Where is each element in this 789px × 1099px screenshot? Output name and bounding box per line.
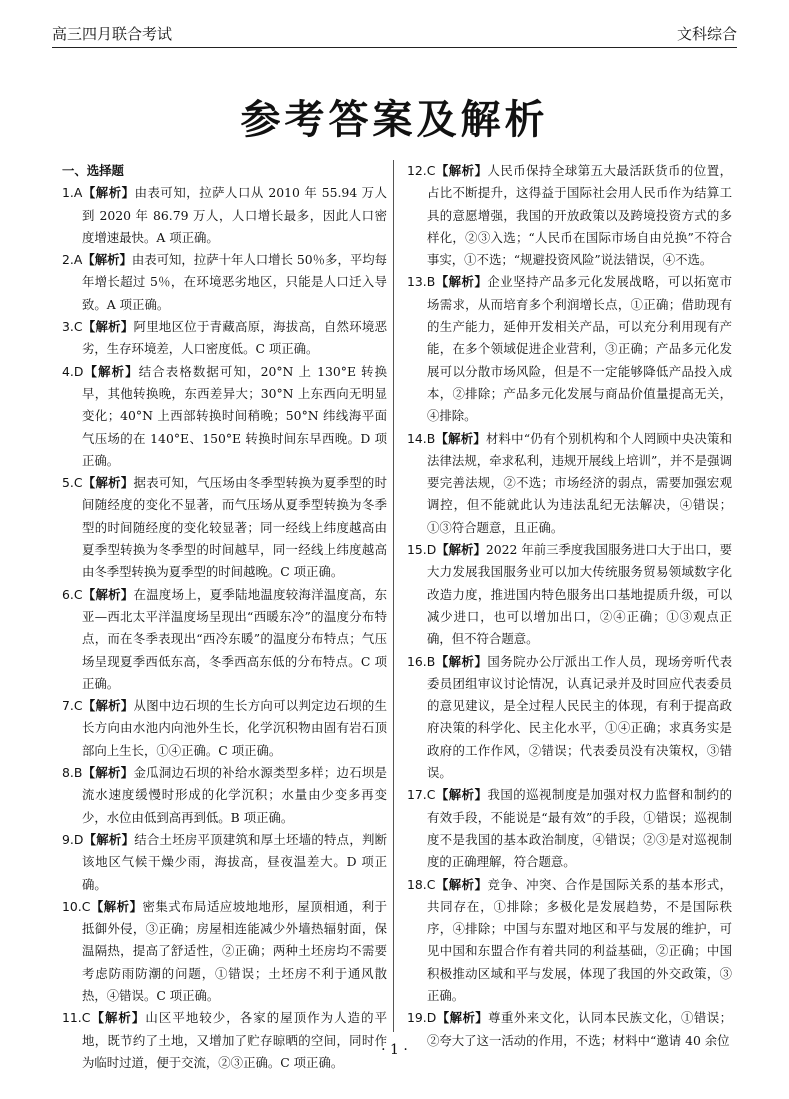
analysis-tag: 【解析】 <box>82 319 134 335</box>
answer-letter: C <box>426 163 436 178</box>
question-number: 9. <box>62 831 74 847</box>
answer-letter: C <box>81 1010 91 1026</box>
analysis-text: 从图中边石坝的生长方向可以判定边石坝的生长方向由水池内向池外生长，化学沉积物由固有岩石顶部向上生长，①④正确。C 项正确。 <box>82 698 388 758</box>
answer-letter: C <box>73 475 83 491</box>
answer-columns <box>62 160 733 1070</box>
answer-letter: A <box>73 185 83 201</box>
answer-letter: C <box>426 876 436 892</box>
analysis-text: 企业坚持产品多元化发展战略，可以拓宽市场需求，从而培育多个利润增长点，①正确；借助现有的生产能力，延伸开发相关产品，可以充分利用现有产能，在多个领域促进企业营利，③正确；产品多元化发展可以分散市场风险，但是不一定能够降低产品投入成本，②排除；产品多元化发展与商品价值量提高无关，④排除。 <box>427 274 733 424</box>
right-column <box>407 160 733 1048</box>
question-number: 17. <box>407 787 427 803</box>
left-column <box>62 160 388 1070</box>
answer-item <box>407 539 732 650</box>
answer-item <box>62 584 387 695</box>
question-number: 10. <box>62 898 82 914</box>
answer-letter: C <box>426 787 436 803</box>
answer-letter: D <box>426 1010 437 1026</box>
analysis-tag: 【解析】 <box>435 274 488 290</box>
analysis-tag: 【解析】 <box>83 363 139 379</box>
analysis-tag: 【解析】 <box>82 698 134 714</box>
analysis-text: 材料中“仍有个别机构和个人罔顾中央决策和法律法规，牵求私利，违规开展线上培训”，并不是强调要完善法规，②不选；市场经济的弱点，需要加强宏观调控，但不能就此认为违法乱纪无法解决，④错误；①③符合题意，且正确。 <box>427 430 732 535</box>
question-number: 18. <box>407 876 427 892</box>
analysis-text: 尊重外来文化，认同本民族文化，①错误；②夸大了这一活动的作用，不选；材料中“邀请 40 余位 <box>427 1010 733 1048</box>
answer-item <box>62 829 387 896</box>
analysis-tag: 【解析】 <box>90 1010 146 1026</box>
question-number: 16. <box>407 653 427 669</box>
analysis-tag: 【解析】 <box>82 765 134 781</box>
answer-item <box>62 896 387 1007</box>
question-number: 15. <box>407 542 427 558</box>
analysis-text: 竞争、冲突、合作是国际关系的基本形式，共同存在，①排除；多极化是发展趋势，不是国际秩序，④排除；中国与东盟对地区和平与发展的维护，可见中国和东盟合作有着共同的利益基础，②正确；中国积极推动区域和平与发展，体现了我国的外交政策，③正确。 <box>427 876 733 1003</box>
answer-letter: A <box>73 252 83 268</box>
analysis-text: 阿里地区位于青藏高原，海拔高，自然环境恶劣，生存环境差，人口密度低。C 项正确。 <box>82 319 388 357</box>
answer-item <box>62 1007 387 1074</box>
analysis-text: 由表可知，拉萨十年人口增长 50％多，平均每年增长超过 5％，在环境恶劣地区，只能是人口迁入导致。A 项正确。 <box>82 252 388 312</box>
question-number: 7. <box>62 698 74 714</box>
header-subject: 文科综合 <box>676 25 737 43</box>
question-number: 1. <box>62 185 74 201</box>
answer-letter: D <box>426 542 437 558</box>
answer-item <box>62 182 387 249</box>
answer-item <box>407 651 732 785</box>
answer-letter: C <box>73 319 83 335</box>
analysis-tag: 【解析】 <box>82 252 132 268</box>
question-number: 13. <box>407 274 427 290</box>
answer-letter: C <box>81 898 91 914</box>
question-number: 4. <box>62 363 74 379</box>
analysis-tag: 【解析】 <box>435 876 488 892</box>
answer-letter: D <box>73 831 84 847</box>
answer-letter: B <box>73 765 83 781</box>
section-heading: 一、选择题 <box>62 163 124 178</box>
question-number: 14. <box>407 430 427 446</box>
answer-item <box>407 160 732 271</box>
analysis-tag: 【解析】 <box>83 831 135 847</box>
question-number: 6. <box>62 586 74 602</box>
analysis-text: 结合土坯房平顶建筑和厚土坯墙的特点，判断该地区气候干燥少雨，海拔高，昼夜温差大。D 项正确。 <box>82 831 388 892</box>
analysis-tag: 【解析】 <box>436 1010 489 1026</box>
analysis-text: 2022 年前三季度我国服务进口大于出口，要大力发展我国服务业可以加大传统服务贸易领域数字化改造力度，推进国内特色服务出口基地提质升级，可以减少进口，也可以增加出口，②④正确；①③观点正确，但不符合题意。 <box>427 542 732 647</box>
analysis-tag: 【解析】 <box>82 185 135 201</box>
analysis-tag: 【解析】 <box>82 475 134 491</box>
question-number: 11. <box>62 1010 82 1026</box>
answer-letter: B <box>426 430 436 446</box>
answer-item <box>407 271 732 427</box>
answer-item <box>62 762 387 829</box>
analysis-text: 山区平地较少，各家的屋顶作为人造的平地，既节约了土地，又增加了贮存晾晒的空间，同时作为临时过道，便于交流，②③正确。C 项正确。 <box>82 1010 388 1070</box>
analysis-tag: 【解析】 <box>435 163 488 178</box>
analysis-text: 在温度场上，夏季陆地温度较海洋温度高，东亚—西北太平洋温度场呈现出“西暖东冷”的温度分布特点，而在冬季表现出“西冷东暖”的温度分布特点；气压场呈现夏季西低东高，冬季西高东低的分布特点。C 项正确。 <box>82 586 388 691</box>
answer-item <box>62 316 387 361</box>
analysis-text: 据表可知，气压场由冬季型转换为夏季型的时间随经度的变化不显著，而气压场从夏季型转换为冬季型的时间随经度的变化较显著；同一经线上纬度越高由夏季型转换为冬季型的时间越早，同一经线上纬度越高由冬季型转换为夏季型的时间越晚。C 项正确。 <box>82 475 388 580</box>
analysis-tag: 【解析】 <box>82 586 134 602</box>
page-number: · 1 · <box>381 1042 408 1058</box>
analysis-text: 金瓜洞边石坝的补给水源类型多样；边石坝是流水速度缓慢时形成的化学沉积；水量由少变多再变少，水位由低到高再到低。B 项正确。 <box>82 765 388 825</box>
page-header <box>52 18 737 48</box>
question-number: 8. <box>62 765 74 781</box>
answer-letter: C <box>73 586 83 602</box>
analysis-text: 由表可知，拉萨人口从 2010 年 55.94 万人到 2020 年 86.79 万人，人口增长最多，因此人口密度增速最快。A 项正确。 <box>82 185 387 245</box>
question-number: 12. <box>407 163 427 178</box>
answer-item <box>62 472 387 583</box>
answer-item <box>407 784 732 873</box>
analysis-tag: 【解析】 <box>90 898 143 914</box>
analysis-text: 人民币保持全球第五大最活跃货币的位置，占比不断提升，这得益于国际社会用人民币作为结算工具的意愿增强，我国的开放政策以及跨境投资方式的多样化，②③入选；“人民币在国际市场自由兑换”不符合事实，①不选；“规避投资风险”说法错误，④不选。 <box>427 163 733 268</box>
analysis-text: 我国的巡视制度是加强对权力监督和制约的有效手段，不能说是“最有效”的手段，①错误；巡视制度不是我国的基本政治制度，④错误；②③是对巡视制度的正确理解，符合题意。 <box>427 787 733 870</box>
answer-letter: B <box>426 653 436 669</box>
analysis-text: 国务院办公厅派出工作人员，现场旁听代表委员团组审议讨论情况，认真记录并及时回应代表委员的意见建议，是全过程人民民主的体现，有利于提高政府决策的科学化、民主化水平，①④正确；求真务实是政府的工作作风，②错误；代表委员没有决策权，③错误。 <box>427 653 733 781</box>
header-exam-name: 高三四月联合考试 <box>52 25 173 43</box>
question-number: 3. <box>62 319 74 335</box>
answer-item <box>62 695 387 762</box>
question-number: 2. <box>62 252 74 268</box>
answer-item <box>62 361 387 472</box>
question-number: 19. <box>407 1010 427 1026</box>
analysis-tag: 【解析】 <box>435 653 488 669</box>
analysis-text: 结合表格数据可知，20°N 上 130°E 转换早，其他转换晚，东西差异大；30°N 上东西向无明显变化；40°N 上西部转换时间稍晚；50°N 纬线海平面气压场的在 140°E、150°E 转换时间东早西晚。D 项正确。 <box>82 363 388 468</box>
answer-item <box>407 428 732 539</box>
answer-letter: B <box>426 274 436 290</box>
analysis-text: 密集式布局适应坡地地形，屋顶相通，利于抵御外侵，③正确；房屋相连能减少外墙热辐射面，保温隔热，提高了舒适性，②正确；两种土坯房均不需要考虑防雨防潮的问题，①错误；土坯房不利于通风散热，④错误。C 项正确。 <box>82 898 388 1003</box>
analysis-tag: 【解析】 <box>435 787 488 803</box>
answer-item <box>62 249 387 316</box>
question-number: 5. <box>62 475 74 491</box>
answer-letter: D <box>73 363 84 379</box>
answer-item <box>407 874 732 1008</box>
answer-letter: C <box>73 698 83 714</box>
analysis-tag: 【解析】 <box>436 542 486 558</box>
analysis-tag: 【解析】 <box>435 430 486 446</box>
page-title: 参考答案及解析 <box>240 97 549 143</box>
